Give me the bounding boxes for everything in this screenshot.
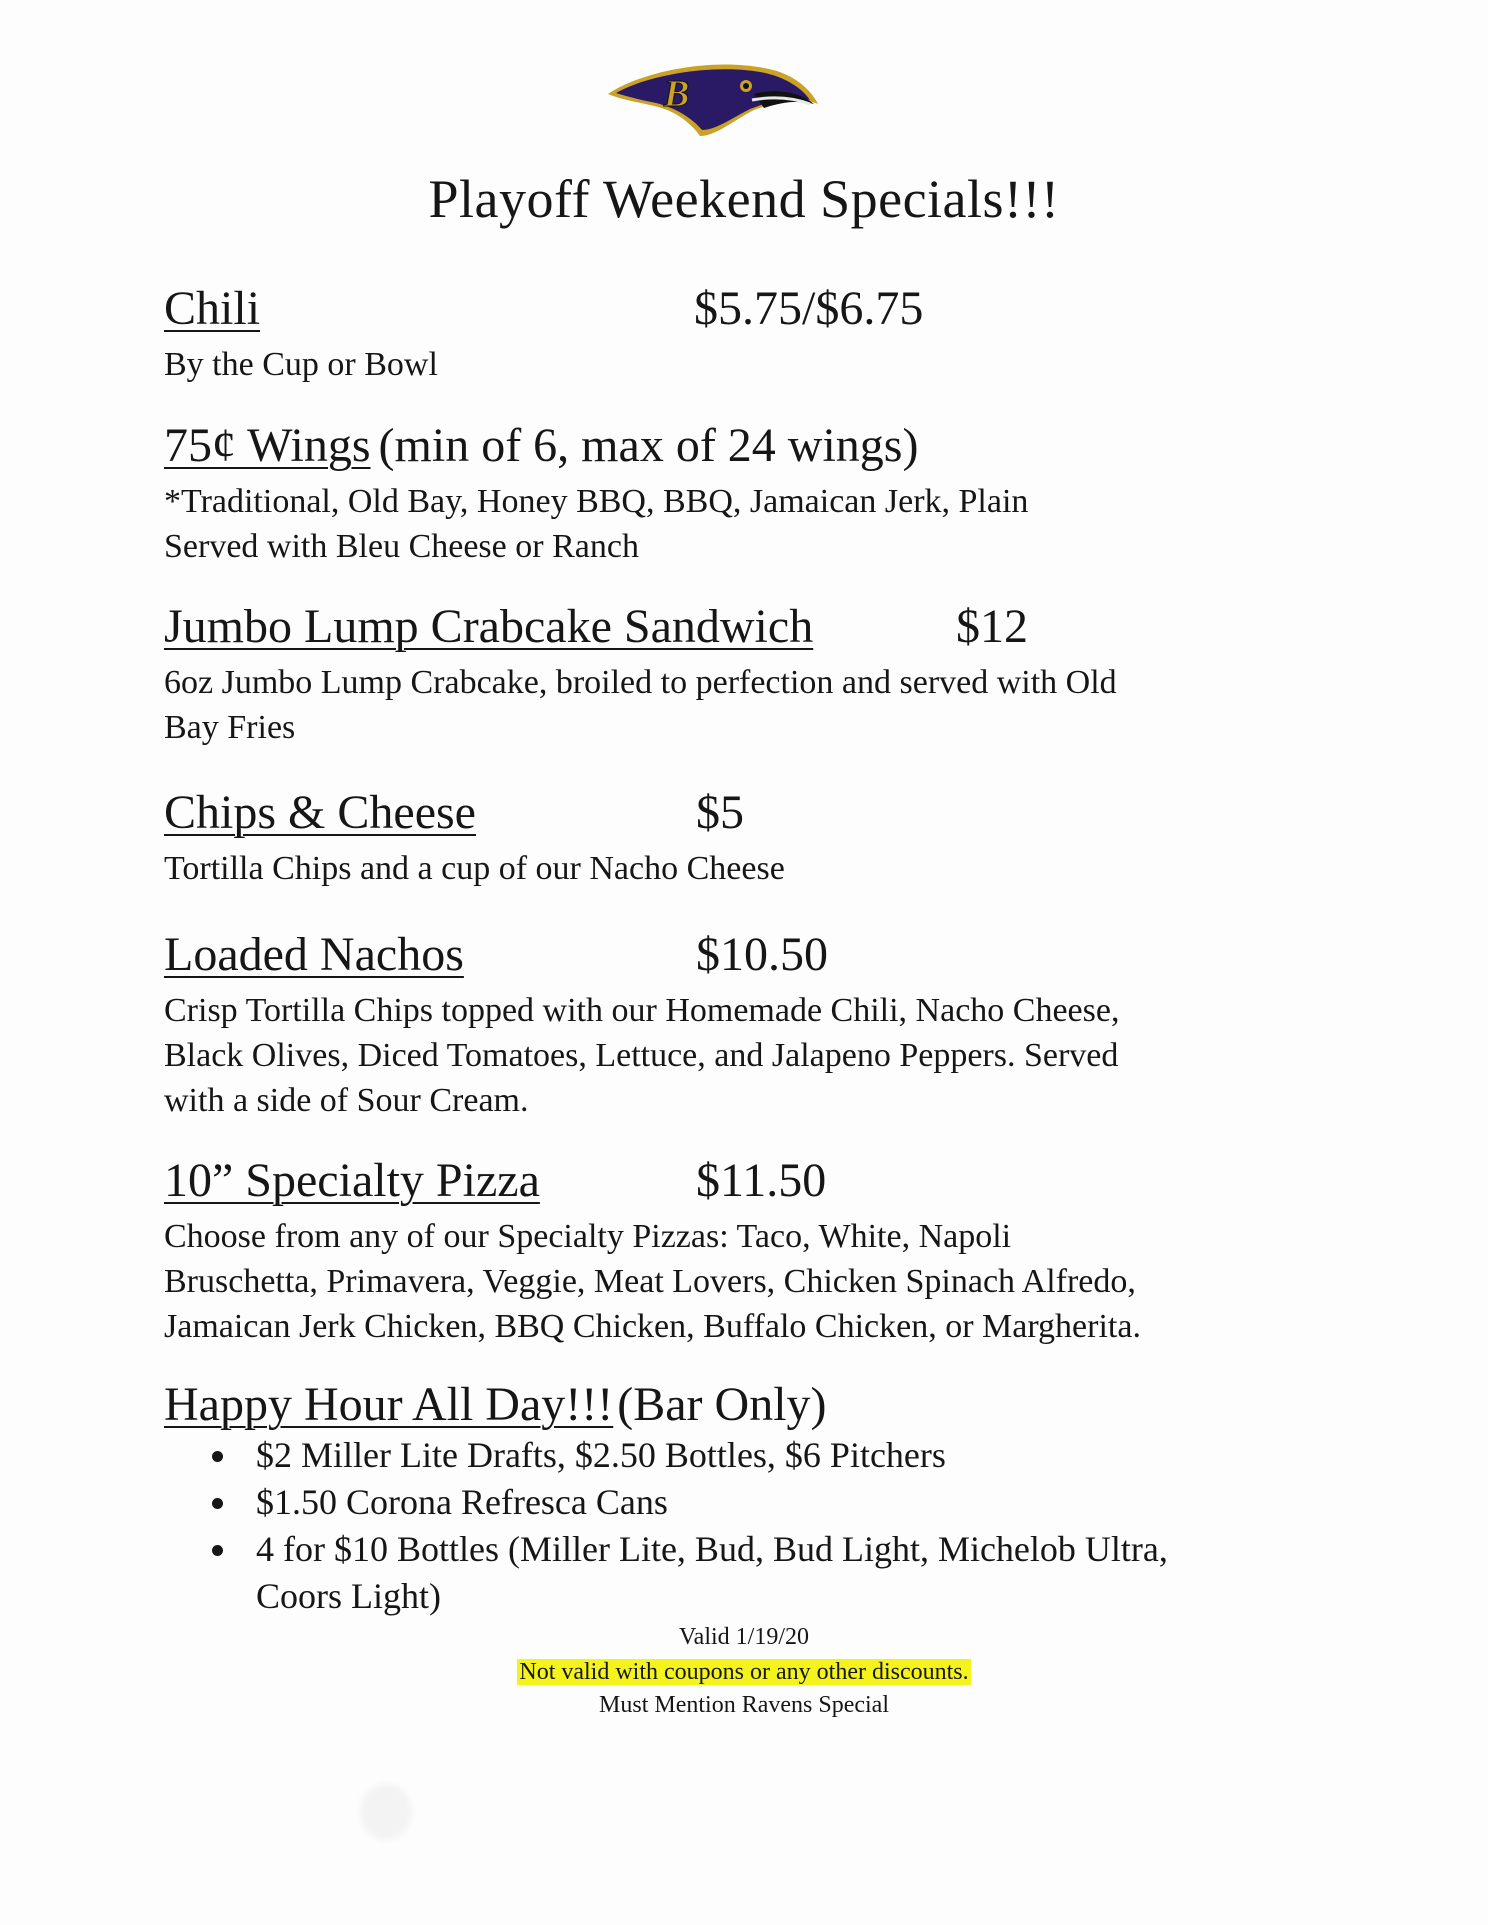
item-desc-line: Black Olives, Diced Tomatoes, Lettuce, and Jalapeno Peppers. Served [164, 1037, 1119, 1074]
item-name: Chili [164, 282, 261, 335]
item-desc-line: Served with Bleu Cheese or Ranch [164, 528, 639, 565]
mention-note: Must Mention Ravens Special [599, 1692, 889, 1718]
menu-item-chili [164, 280, 1364, 387]
logo-letter: B [664, 73, 690, 115]
item-name: 75¢ Wings [164, 419, 371, 472]
valid-date: Valid 1/19/20 [679, 1624, 809, 1650]
bullet-icon [212, 1451, 223, 1462]
item-desc-line: Jamaican Jerk Chicken, BBQ Chicken, Buffalo Chicken, or Margherita. [164, 1308, 1141, 1345]
menu-item-crabcake [164, 598, 1364, 750]
item-note: (min of 6, max of 24 wings) [378, 419, 919, 472]
item-desc-line: Bay Fries [164, 709, 296, 746]
item-price: $11.50 [696, 1154, 827, 1207]
item-desc-line: Crisp Tortilla Chips topped with our Homemade Chili, Nacho Cheese, [164, 992, 1120, 1029]
item-desc-line: with a side of Sour Cream. [164, 1082, 529, 1119]
list-item-text: Coors Light) [256, 1576, 441, 1616]
list-item-text: $2 Miller Lite Drafts, $2.50 Bottles, $6 Pitchers [256, 1435, 946, 1475]
ravens-logo [604, 60, 824, 138]
disclaimer [0, 1659, 1488, 1686]
item-name: Happy Hour All Day!!! [164, 1378, 614, 1431]
bullet-icon [212, 1498, 223, 1509]
disclaimer-text: Not valid with coupons or any other discounts. [519, 1659, 969, 1685]
page-title: Playoff Weekend Specials!!! [428, 169, 1060, 229]
item-desc: By the Cup or Bowl [164, 346, 438, 383]
menu-item-chips-cheese [164, 784, 1364, 891]
menu-item-happy-hour [164, 1376, 1364, 1434]
list-item [200, 1526, 1350, 1620]
menu-item-specialty-pizza [164, 1152, 1364, 1349]
item-note: (Bar Only) [617, 1378, 827, 1431]
item-desc-line: Bruschetta, Primavera, Veggie, Meat Lovers, Chicken Spinach Alfredo, [164, 1263, 1136, 1300]
menu-item-wings [164, 417, 1364, 569]
item-price: $5.75/$6.75 [694, 282, 924, 335]
list-item-text: 4 for $10 Bottles (Miller Lite, Bud, Bud Light, Michelob Ultra, [256, 1529, 1168, 1569]
item-desc: Tortilla Chips and a cup of our Nacho Cheese [164, 850, 785, 887]
item-name: Chips & Cheese [164, 786, 476, 839]
list-item [200, 1479, 1350, 1526]
item-name: Loaded Nachos [164, 928, 464, 981]
list-item-text: $1.50 Corona Refresca Cans [256, 1482, 668, 1522]
happy-hour-list [200, 1432, 1350, 1620]
item-desc-line: Choose from any of our Specialty Pizzas: Taco, White, Napoli [164, 1218, 1012, 1255]
item-price: $10.50 [696, 928, 828, 981]
item-name: Jumbo Lump Crabcake Sandwich [164, 600, 814, 653]
item-name: 10” Specialty Pizza [164, 1154, 540, 1207]
bullet-icon [212, 1545, 223, 1556]
menu-item-loaded-nachos [164, 926, 1364, 1123]
scan-smudge [360, 1784, 412, 1840]
item-price: $5 [696, 786, 744, 839]
item-desc-line: 6oz Jumbo Lump Crabcake, broiled to perfection and served with Old [164, 664, 1117, 701]
list-item [200, 1432, 1350, 1479]
item-desc-line: *Traditional, Old Bay, Honey BBQ, BBQ, Jamaican Jerk, Plain [164, 483, 1029, 520]
item-price: $12 [956, 600, 1028, 653]
